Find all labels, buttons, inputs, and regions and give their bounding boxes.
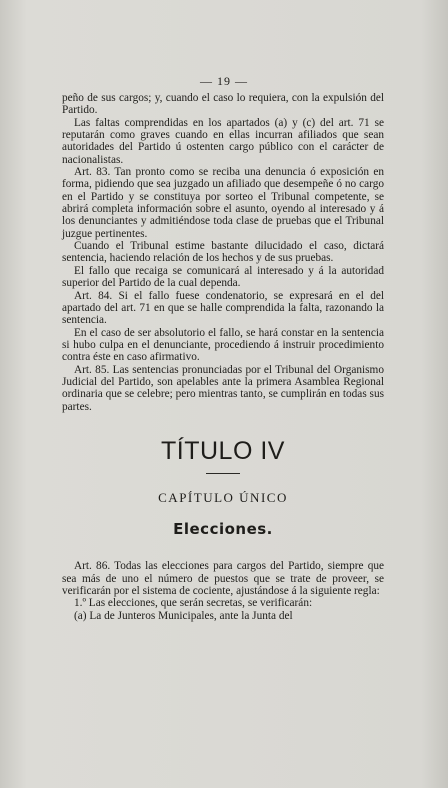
paragraph: Las faltas comprendidas en los apartados (a) y (c) del art. 71 se reputarán como graves cuando en ellas incurran afiliados que sean autoridades del Partido ú ostenten cargo público con el carácter de nacionalistas. xyxy=(62,116,384,166)
paragraph: Art. 85. Las sentencias pronunciadas por el Tribunal del Organismo Judicial del Partido, son apelables ante la primera Asamblea Regional ordinaria que se celebre; pero mientras tanto, se cumplirán en todas sus partes. xyxy=(62,363,384,413)
paragraph: Art. 86. Todas las elecciones para cargos del Partido, siempre que sea más de uno el número de puestos que se trate de proveer, se verificarán por el sistema de cociente, ajustándose á la siguiente regla: xyxy=(62,560,384,598)
paragraph: Art. 84. Si el fallo fuese condenatorio, se expresará en el del apartado del art. 71 en que se halle comprendida la falta, razonando la sentencia. xyxy=(62,289,384,327)
chapter-heading: CAPÍTULO ÚNICO xyxy=(158,490,288,506)
page-number: — 19 — xyxy=(200,74,248,88)
paragraph: 1.º Las elecciones, que serán secretas, se verificarán: xyxy=(74,597,313,610)
paragraph: Cuando el Tribunal estime bastante dilucidado el caso, dictará sentencia, haciendo relación de los hechos y de sus pruebas. xyxy=(62,240,384,265)
title-rule xyxy=(206,473,240,475)
paragraph: El fallo que recaiga se comunicará al interesado y á la autoridad superior del Partido de la cual dependa. xyxy=(62,264,384,290)
paragraph: (a) La de Junteros Municipales, ante la Junta del xyxy=(74,609,293,622)
paragraphs-bottom xyxy=(62,560,384,622)
section-heading xyxy=(62,437,384,539)
paragraph: peño de sus cargos; y, cuando el caso lo requiera, con la expulsión del Partido. xyxy=(62,92,384,117)
paragraphs-top xyxy=(62,92,384,413)
paragraph: En el caso de ser absolutorio el fallo, se hará constar en la sentencia si hubo culpa en el denunciante, procediendo á instruir procedimiento contra éste en caso afirmativo. xyxy=(62,326,384,364)
paragraph: Art. 83. Tan pronto como se reciba una denuncia ó exposición en forma, pidiendo que sea juzgado un afiliado que desempeñe ó no cargo en el Partido y se constituya por sorteo el Tribunal competente, se abrirá completa información sobre el asunto, oyendo al interesado y á los denunciantes y admitiéndose toda clase de pruebas que el Tribunal juzgue pertinentes. xyxy=(62,166,384,240)
subtitle-heading: Elecciones. xyxy=(173,520,273,539)
title-heading: TÍTULO IV xyxy=(161,436,285,465)
page-body xyxy=(62,92,384,622)
